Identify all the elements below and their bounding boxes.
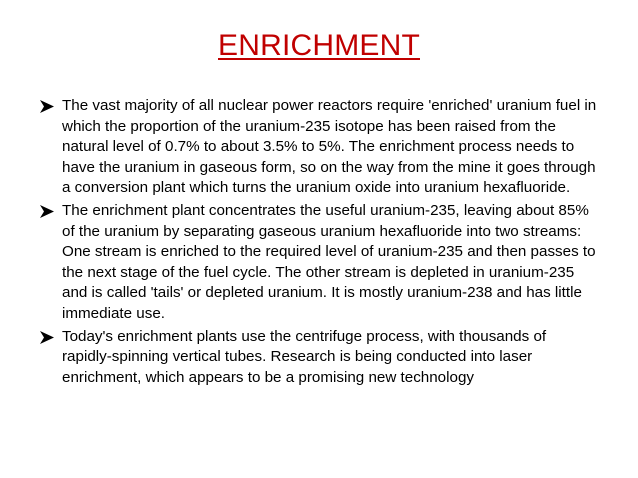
arrow-bullet-icon <box>40 331 54 344</box>
arrow-bullet-icon <box>40 205 54 218</box>
slide-title: ENRICHMENT <box>218 29 420 62</box>
bullet-text: Today's enrichment plants use the centrifuge process, with thousands of rapidly-spinning vertical tubes. Research is being conducted into laser enrichment, which appears to be a promising new technology <box>62 327 547 386</box>
bullet-text: The enrichment plant concentrates the useful uranium-235, leaving about 85% of the uranium by separating gaseous uranium hexafluoride into two streams: One stream is enriched to the required level of uranium-235 and then passes to the next stage of the fuel cycle. The other stream is depleted in uranium-235 and is called 'tails' or depleted uranium. It is mostly uranium-238 and has little immediate use. <box>62 201 596 322</box>
arrow-bullet-icon <box>40 100 54 113</box>
bullet-list <box>40 96 600 390</box>
bullet-item <box>40 96 600 199</box>
bullet-item <box>40 201 600 325</box>
bullet-item <box>40 327 600 389</box>
bullet-text: The vast majority of all nuclear power reactors require 'enriched' uranium fuel in which the proportion of the uranium-235 isotope has been raised from the natural level of 0.7% to about 3.5% to 5%. The enrichment process needs to have the uranium in gaseous form, so on the way from the mine it goes through a conversion plant which turns the uranium oxide into uranium hexafluoride. <box>62 97 597 197</box>
